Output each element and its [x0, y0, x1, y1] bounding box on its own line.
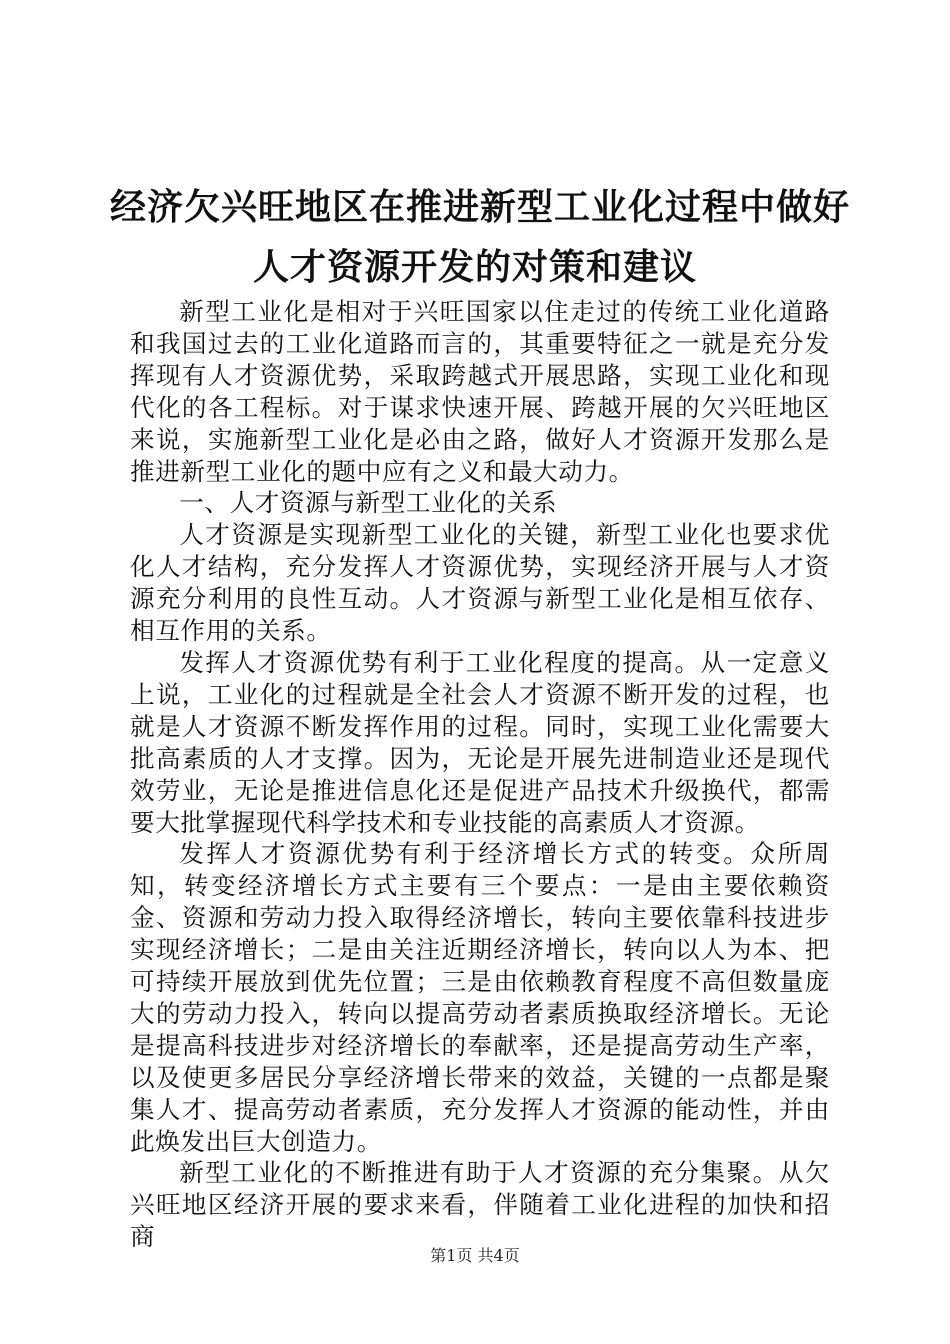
paragraph: 发挥人才资源优势有利于工业化程度的提高。从一定意义上说，工业化的过程就是全社会人才资源不断开发的过程，也就是人才资源不断发挥作用的过程。同时，实现工业化需要大批高素质的人才支撑。因为，无论是开展先进制造业还是现代效劳业，无论是推进信息化还是促进产品技术升级换代，都需要大批掌握现代科学技术和专业技能的高素质人才资源。: [130, 647, 830, 837]
document-body: [130, 296, 830, 1253]
section-heading: 一、人才资源与新型工业化的关系: [179, 488, 558, 518]
paragraph: 发挥人才资源优势有利于经济增长方式的转变。众所周知，转变经济增长方式主要有三个要点：一是由主要依赖资金、资源和劳动力投入取得经济增长，转向主要依靠科技进步实现经济增长；二是由关注近期经济增长，转向以人为本、把可持续开展放到优先位置；三是由依赖教育程度不高但数量庞大的劳动力投入，转向以提高劳动者素质换取经济增长。无论是提高科技进步对经济增长的奉献率，还是提高劳动生产率，以及使更多居民分享经济增长带来的效益，关键的一点都是聚集人才、提高劳动者素质，充分发挥人才资源的能动性，并由此焕发出巨大创造力。: [130, 839, 830, 1156]
document-title-line-2: 人才资源开发的对策和建议: [252, 247, 697, 288]
page-footer: 第1页 共4页: [430, 1246, 520, 1265]
document-title-line-1: 经济欠兴旺地区在推进新型工业化过程中做好: [110, 187, 851, 228]
paragraph: 人才资源是实现新型工业化的关键，新型工业化也要求优化人才结构，充分发挥人才资源优势，实现经济开展与人才资源充分利用的良性互动。人才资源与新型工业化是相互依存、相互作用的关系。: [130, 520, 830, 646]
paragraph: 新型工业化是相对于兴旺国家以住走过的传统工业化道路和我国过去的工业化道路而言的，其重要特征之一就是充分发挥现有人才资源优势，采取跨越式开展思路，实现工业化和现代化的各工程标。对于谋求快速开展、跨越开展的欠兴旺地区来说，实施新型工业化是必由之路，做好人才资源开发那么是推进新型工业化的题中应有之义和最大动力。: [130, 297, 830, 486]
paragraph: 新型工业化的不断推进有助于人才资源的充分集聚。从欠兴旺地区经济开展的要求来看，伴随着工业化进程的加快和招商: [130, 1158, 830, 1252]
